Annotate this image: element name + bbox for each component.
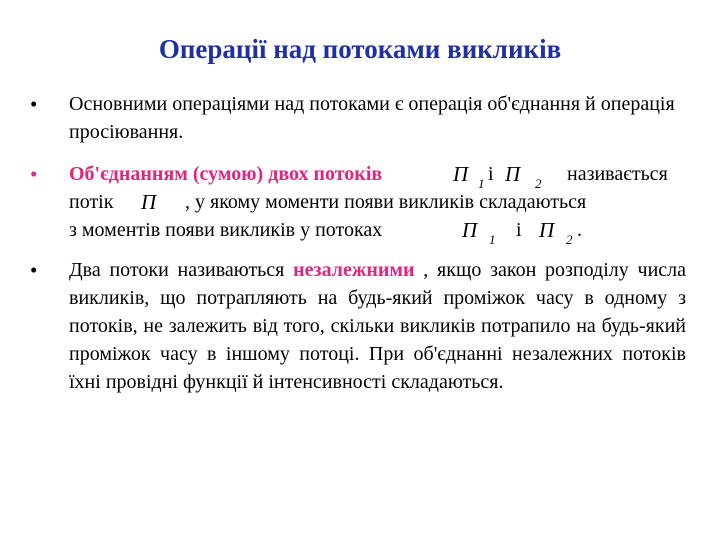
union-line-2-tail: , у якому моменти появи викликів складаються <box>185 191 587 213</box>
union-line-3 <box>69 216 686 247</box>
pi-symbol: Π <box>141 190 157 214</box>
subscript-2: 2 <box>566 232 573 247</box>
subscript-1: 1 <box>478 176 485 191</box>
independent-term: незалежними <box>293 259 415 281</box>
conjunction-and: і <box>516 219 522 241</box>
union-line-2-start: потік <box>69 191 114 213</box>
independent-start: Два потоки називаються <box>69 259 285 281</box>
paragraph-independent-streams <box>69 256 686 396</box>
union-line-1-tail: називається <box>567 163 668 185</box>
bullet-marker: • <box>30 258 38 282</box>
union-line-3-end: . <box>577 219 582 241</box>
pi-symbol: Π <box>453 162 469 186</box>
paragraph-union-definition <box>69 160 686 247</box>
paragraph-operations: Основними операціями над потоками є операція об'єднання й операція просіювання. <box>69 93 675 143</box>
union-line-3-start: з моментів появи викликів у потоках <box>69 219 383 241</box>
bullet-marker: • <box>30 92 38 116</box>
subscript-2: 2 <box>535 176 542 191</box>
pi-symbol: Π <box>505 162 521 186</box>
union-term: Об'єднанням (сумою) двох потоків <box>69 163 383 185</box>
pi-symbol: Π <box>462 218 478 242</box>
pi-symbol: Π <box>539 218 555 242</box>
conjunction-and: і <box>488 163 494 185</box>
bullet-marker: • <box>30 162 38 186</box>
union-line-2 <box>69 188 686 216</box>
subscript-1: 1 <box>489 232 496 247</box>
slide-title: Операції над потоками викликів <box>158 34 562 64</box>
union-line-1 <box>69 160 686 191</box>
independent-rest: , якщо закон розподілу числа викликів, що потрапляють на будь-який проміжок часу в одному з потоків, не залежить від того, скільки викликів потрапило на будь-який проміжок часу в іншому потоці. При об'єднанні незалежних потоків їхні провідні функції й інтенсивності складаються. <box>69 259 687 393</box>
